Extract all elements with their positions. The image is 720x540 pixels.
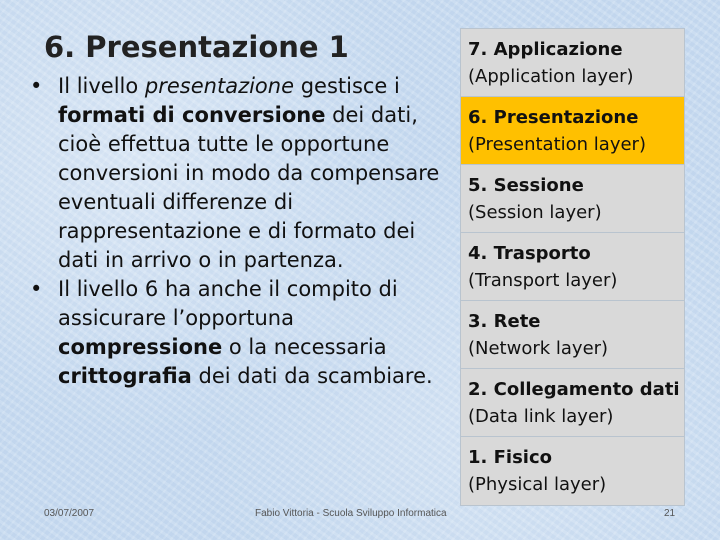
bullet-mark: • (30, 74, 43, 98)
layer-english-name: (Presentation layer) (468, 134, 646, 155)
slide-title: 6. Presentazione 1 (44, 30, 349, 64)
footer-date: 03/07/2007 (44, 508, 95, 519)
layer-english-name: (Application layer) (468, 66, 634, 87)
bullet-presentation-role (30, 72, 455, 275)
osi-layer-5 (461, 165, 684, 233)
footer-page-number: 21 (664, 508, 676, 519)
text-segment: dei dati, cioè effettua tutte le opportune conversioni in modo da compensare eventuali differenze di rappresentazione e di formato dei dati in arrivo o in partenza. (58, 103, 440, 272)
layer-english-name: (Network layer) (468, 338, 609, 359)
layer-english-name: (Transport layer) (468, 270, 618, 291)
osi-layer-stack (460, 28, 685, 506)
slide-body (30, 72, 455, 391)
text-segment: gestisce i (294, 74, 400, 98)
layer-name: 1. Fisico (468, 447, 553, 468)
layer-english-name: (Physical layer) (468, 474, 607, 495)
layer-name: 4. Trasporto (468, 243, 591, 264)
osi-layer-4 (461, 233, 684, 301)
text-segment: Il livello 6 ha anche il compito di assicurare l’opportuna (58, 277, 398, 330)
text-segment: Il livello (58, 74, 145, 98)
layer-name: 3. Rete (468, 311, 541, 332)
bullet-mark: • (30, 277, 43, 301)
layer-name: 5. Sessione (468, 175, 584, 196)
osi-layer-2 (461, 369, 684, 437)
layer-name: 6. Presentazione (468, 107, 639, 128)
text-segment: o la necessaria (222, 335, 387, 359)
text-segment-italic: presentazione (144, 74, 295, 98)
text-segment-bold: crittografia (58, 364, 192, 388)
osi-layer-7 (461, 29, 684, 97)
bullet-compression-encryption (30, 275, 455, 391)
osi-layer-3 (461, 301, 684, 369)
osi-layer-1 (461, 437, 684, 505)
text-segment: dei dati da scambiare. (191, 364, 433, 388)
text-segment-bold: compressione (58, 335, 223, 359)
osi-layer-6 (461, 97, 684, 165)
layer-english-name: (Session layer) (468, 202, 602, 223)
footer-author: Fabio Vittoria - Scuola Sviluppo Informatica (255, 508, 447, 519)
layer-name: 2. Collegamento dati (468, 379, 680, 400)
layer-english-name: (Data link layer) (468, 406, 614, 427)
layer-name: 7. Applicazione (468, 39, 623, 60)
text-segment-bold: formati di conversione (58, 103, 326, 127)
